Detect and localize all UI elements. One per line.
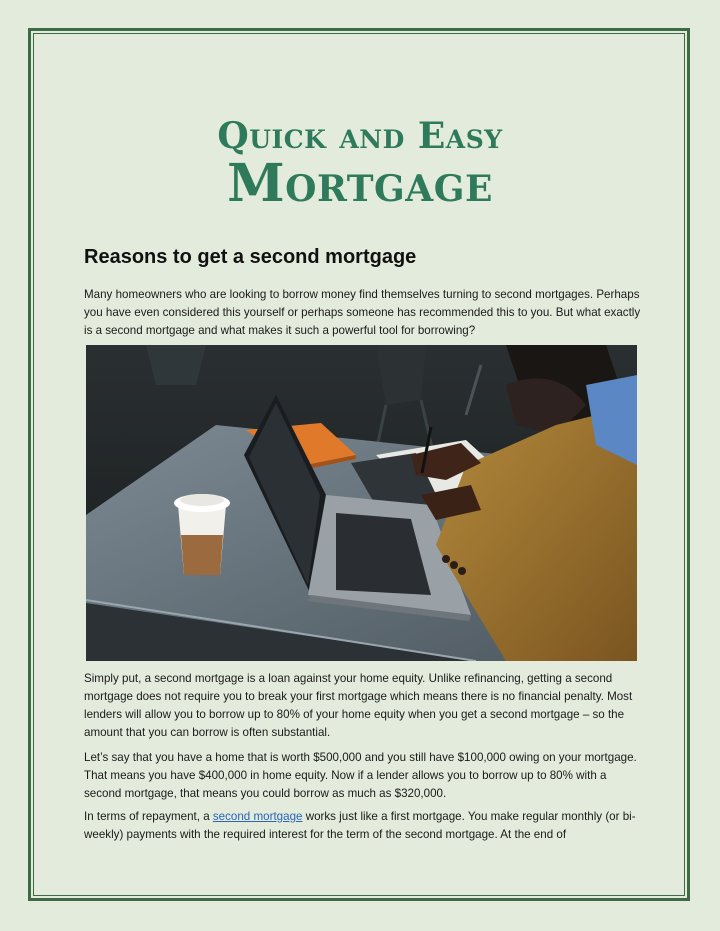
second-mortgage-link[interactable]: second mortgage (212, 810, 303, 823)
repayment-text-start: In terms of repayment, a (84, 810, 213, 823)
office-photo (86, 345, 637, 661)
definition-paragraph: Simply put, a second mortgage is a loan against your home equity. Unlike refinancing, getting a second mortgage does not require you to break your first mortgage which means there is no financial penalty. Most lenders will allow you to borrow up to 80% of your home equity when you get a second mortgage – so the amount that you can borrow is often substantial. (84, 672, 633, 739)
repayment-text-end: works just like a first mortgage. You make regular monthly (or bi-weekly) payments with the required interest for the term of the second mortgage. At the end of (84, 810, 636, 841)
logo-line-1: Quick and Easy (217, 115, 503, 157)
example-paragraph: Let’s say that you have a home that is worth $500,000 and you still have $100,000 owing on your mortgage. That means you have $400,000 in home equity. Now if a lender allows you to borrow up to 80% with a second mortgage, that means you could borrow as much as $320,000. (84, 751, 637, 800)
logo-line-2: Mortgage (227, 153, 493, 214)
article-title: Reasons to get a second mortgage (84, 246, 417, 268)
intro-paragraph: Many homeowners who are looking to borrow money find themselves turning to second mortgages. Perhaps you have even considered this yourself or perhaps someone has recommended this to you. But what exactly is a second mortgage and what makes it such a powerful tool for borrowing? (84, 288, 641, 337)
repayment-paragraph (84, 808, 644, 844)
